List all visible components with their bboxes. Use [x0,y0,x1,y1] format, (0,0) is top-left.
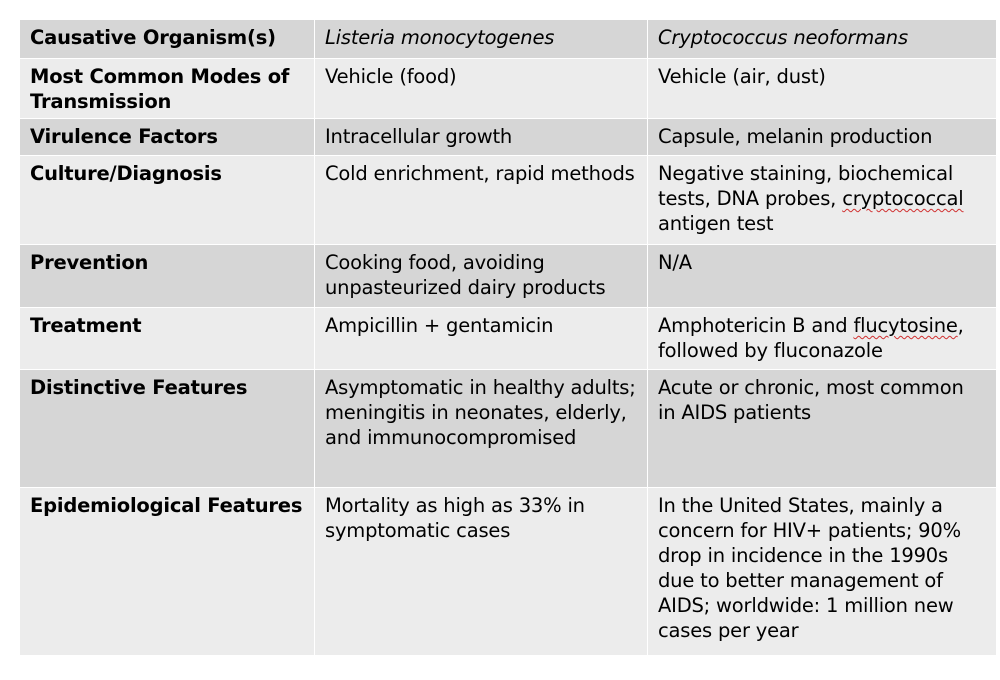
prevention-label: Prevention [20,245,315,308]
transmission-label: Most Common Modes of Transmission [20,59,315,119]
epidemiological-features-cryptococcus: In the United States, mainly a concern for HIV+ patients; 90% drop in incidence in the 1990s due to better management of AIDS; worldwide: 1 million new cases per year [648,488,997,656]
culture-diagnosis-label: Culture/Diagnosis [20,156,315,245]
culture-diagnosis-text-end: antigen test [658,212,774,235]
treatment-cryptococcus [648,308,997,370]
header-label-cell: Causative Organism(s) [20,20,315,59]
row-epidemiological-features [20,488,997,656]
culture-diagnosis-text-start: Negative staining, biochemical tests, DNA probes, [658,162,954,210]
virulence-listeria: Intracellular growth [315,119,648,156]
organism-cryptococcus-header: Cryptococcus neoformans [648,20,997,59]
prevention-cryptococcus: N/A [648,245,997,308]
distinctive-features-cryptococcus: Acute or chronic, most common in AIDS patients [648,370,997,488]
comparison-table [19,19,997,656]
virulence-label: Virulence Factors [20,119,315,156]
organism-listeria-header: Listeria monocytogenes [315,20,648,59]
row-virulence [20,119,997,156]
spellcheck-flagged-word: flucytosine [853,314,958,337]
culture-diagnosis-cryptococcus [648,156,997,245]
treatment-label: Treatment [20,308,315,370]
treatment-listeria: Ampicillin + gentamicin [315,308,648,370]
row-treatment [20,308,997,370]
spellcheck-flagged-word: cryptococcal [842,187,964,210]
row-distinctive-features [20,370,997,488]
epidemiological-features-label: Epidemiological Features [20,488,315,656]
treatment-text-start: Amphotericin B and [658,314,854,337]
transmission-listeria: Vehicle (food) [315,59,648,119]
row-culture-diagnosis [20,156,997,245]
transmission-cryptococcus: Vehicle (air, dust) [648,59,997,119]
distinctive-features-listeria: Asymptomatic in healthy adults; meningitis in neonates, elderly, and immunocompromised [315,370,648,488]
virulence-cryptococcus: Capsule, melanin production [648,119,997,156]
header-row [20,20,997,59]
distinctive-features-label: Distinctive Features [20,370,315,488]
prevention-listeria: Cooking food, avoiding unpasteurized dairy products [315,245,648,308]
culture-diagnosis-listeria: Cold enrichment, rapid methods [315,156,648,245]
epidemiological-features-listeria: Mortality as high as 33% in symptomatic cases [315,488,648,656]
row-prevention [20,245,997,308]
row-transmission [20,59,997,119]
treatment-text-end: , followed by fluconazole [658,314,964,362]
